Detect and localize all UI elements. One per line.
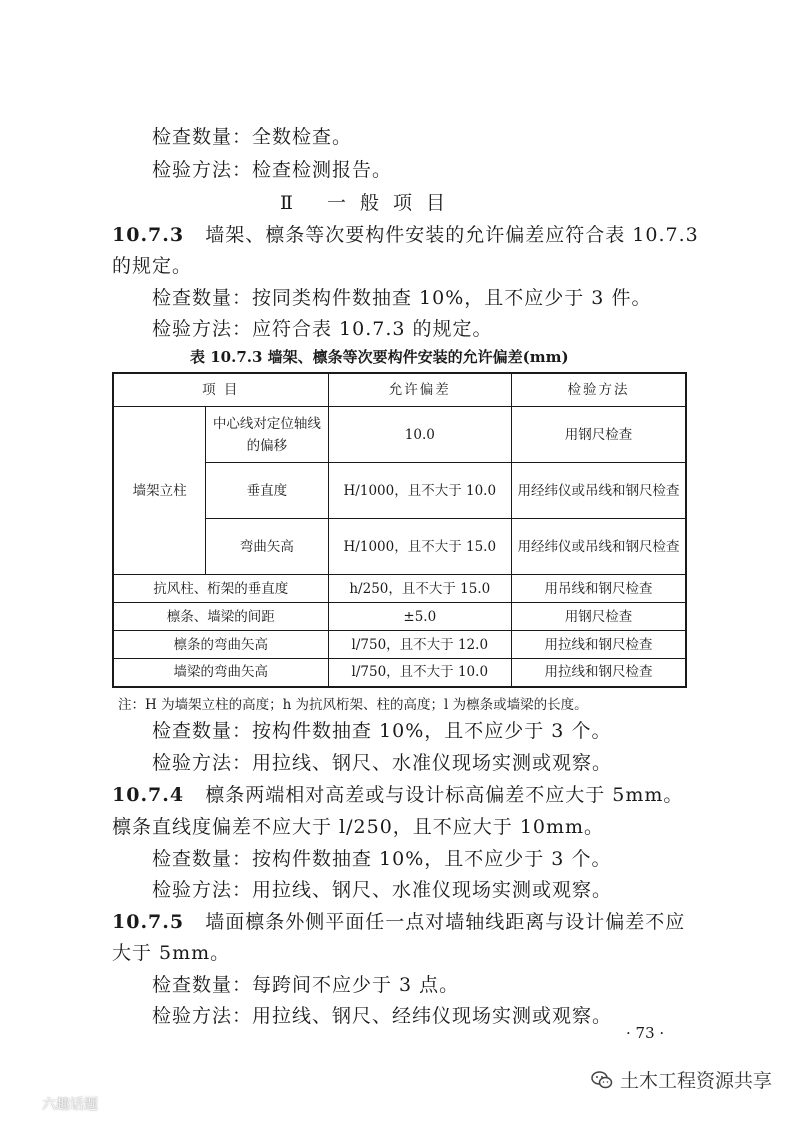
- row-deviation: ±5.0: [328, 603, 512, 631]
- row-item: 檩条的弯曲矢高: [113, 631, 328, 659]
- clause-number: 10.7.5: [112, 911, 185, 933]
- section-title: Ⅱ 一般项目: [280, 192, 459, 214]
- clause-10-7-5: [112, 909, 685, 935]
- row-deviation: h/250，且不大于 15.0: [328, 575, 512, 603]
- inspection-method-line: 检验方法：检查检测报告。: [152, 159, 393, 181]
- site-watermark: [8, 1094, 98, 1114]
- clause-10-7-3: [112, 222, 699, 248]
- inspection-quantity-line: 检查数量：按同类构件数抽查 10%，且不应少于 3 件。: [152, 287, 652, 309]
- group-label: 墙架立柱: [113, 407, 206, 575]
- row-deviation: 10.0: [328, 407, 512, 463]
- row-item: 抗风柱、桁架的垂直度: [113, 575, 328, 603]
- deviation-table: [112, 372, 687, 688]
- row-method: 用经纬仪或吊线和钢尺检查: [512, 463, 686, 519]
- row-deviation: H/1000，且不大于 15.0: [328, 519, 512, 575]
- row-method: 用拉线和钢尺检查: [512, 631, 686, 659]
- inspection-quantity-line: 检查数量：全数检查。: [152, 126, 353, 148]
- clause-10-7-4: [112, 782, 683, 808]
- clause-continuation: 的规定。: [112, 255, 193, 277]
- table-row: [113, 407, 686, 463]
- row-method: 用经纬仪或吊线和钢尺检查: [512, 519, 686, 575]
- row-deviation: l/750，且不大于 12.0: [328, 631, 512, 659]
- clause-text: 墙架、檩条等次要构件安装的允许偏差应符合表 10.7.3: [205, 224, 699, 246]
- header-method: 检验方法: [512, 373, 686, 407]
- table-row: [113, 603, 686, 631]
- wechat-watermark: [590, 1066, 772, 1093]
- row-method: 用钢尺检查: [512, 603, 686, 631]
- row-method: 用钢尺检查: [512, 407, 686, 463]
- page-number: · 73 ·: [626, 1024, 665, 1042]
- row-method: 用吊线和钢尺检查: [512, 575, 686, 603]
- inspection-quantity-line: 检查数量：按构件数抽查 10%，且不应少于 3 个。: [152, 720, 612, 742]
- table-caption: 表 10.7.3 墙架、檩条等次要构件安装的允许偏差(mm): [190, 348, 569, 366]
- wechat-watermark-text: 土木工程资源共享: [620, 1071, 773, 1092]
- inspection-method-line: 检验方法：应符合表 10.7.3 的规定。: [152, 318, 493, 340]
- clause-text: 檩条两端相对高差或与设计标高偏差不应大于 5mm。: [205, 784, 684, 806]
- table-row: [113, 659, 686, 687]
- row-sub-item: 弯曲矢高: [206, 519, 328, 575]
- inspection-quantity-line: 检查数量：按构件数抽查 10%，且不应少于 3 个。: [152, 848, 612, 870]
- inspection-method-line: 检验方法：用拉线、钢尺、经纬仪现场实测或观察。: [152, 1005, 613, 1027]
- row-sub-item: 中心线对定位轴线的偏移: [206, 407, 328, 463]
- row-sub-item: 垂直度: [206, 463, 328, 519]
- table-note: 注：H 为墙架立柱的高度；h 为抗风桁架、柱的高度；l 为檩条或墙梁的长度。: [118, 697, 588, 713]
- row-deviation: H/1000，且不大于 10.0: [328, 463, 512, 519]
- table-header-row: [113, 373, 686, 407]
- table-row: [113, 631, 686, 659]
- site-logo-icon: [8, 1094, 38, 1114]
- inspection-method-line: 检验方法：用拉线、钢尺、水准仪现场实测或观察。: [152, 879, 613, 901]
- clause-continuation: 檩条直线度偏差不应大于 l/250，且不应大于 10mm。: [112, 816, 605, 838]
- inspection-quantity-line: 检查数量：每跨间不应少于 3 点。: [152, 974, 460, 996]
- clause-number: 10.7.3: [112, 224, 185, 246]
- table-row: [113, 575, 686, 603]
- row-item: 墙梁的弯曲矢高: [113, 659, 328, 687]
- clause-number: 10.7.4: [112, 784, 185, 806]
- inspection-method-line: 检验方法：用拉线、钢尺、水准仪现场实测或观察。: [152, 752, 613, 774]
- row-item: 檩条、墙梁的间距: [113, 603, 328, 631]
- site-watermark-text: 六趣话题: [42, 1096, 98, 1112]
- row-deviation: l/750，且不大于 10.0: [328, 659, 512, 687]
- clause-text: 墙面檩条外侧平面任一点对墙轴线距离与设计偏差不应: [205, 911, 686, 933]
- header-item: 项 目: [113, 373, 328, 407]
- clause-continuation: 大于 5mm。: [112, 942, 231, 964]
- header-deviation: 允许偏差: [328, 373, 512, 407]
- wechat-icon: [590, 1068, 614, 1092]
- row-method: 用拉线和钢尺检查: [512, 659, 686, 687]
